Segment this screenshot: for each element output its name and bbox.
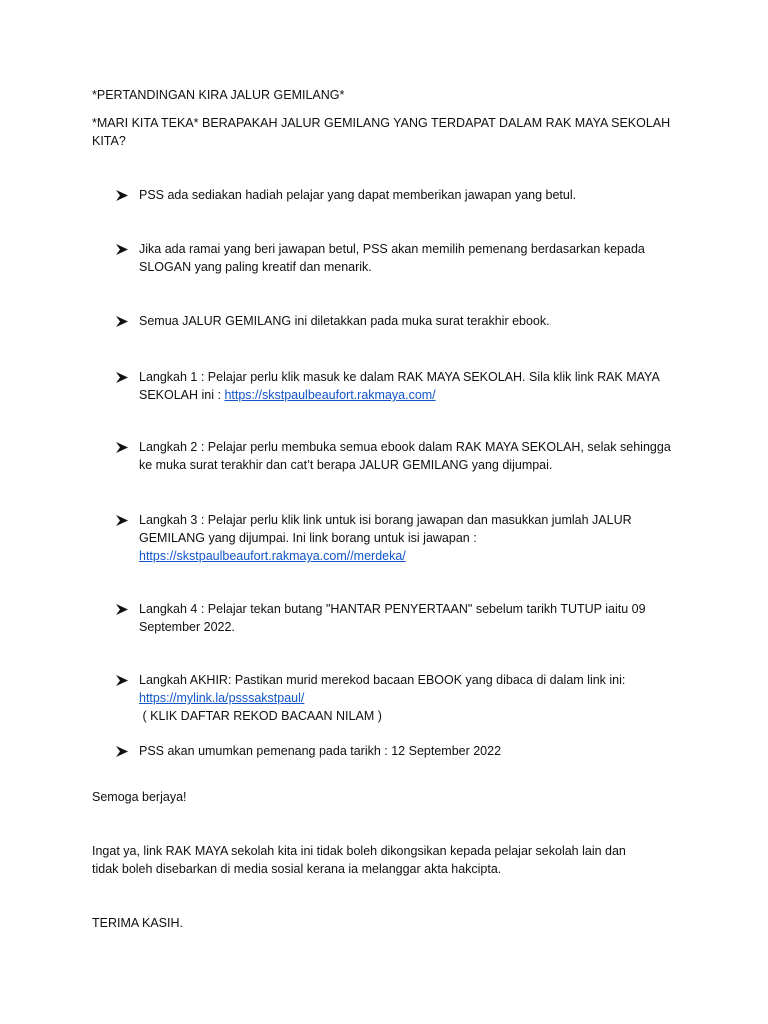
reminder-line-1: Ingat ya, link RAK MAYA sekolah kita ini tidak boleh dikongsikan kepada pelajar sekolah lain dan: [92, 844, 626, 858]
bullet-text: Langkah 1 : Pelajar perlu klik masuk ke dalam RAK MAYA SEKOLAH. Sila klik link RAK MAYA: [139, 370, 660, 384]
merdeka-form-link[interactable]: https://skstpaulbeaufort.rakmaya.com//merdeka/: [139, 549, 406, 563]
reminder-paragraph: [92, 842, 677, 878]
bullet-text: SLOGAN yang paling kreatif dan menarik.: [139, 260, 372, 274]
wish-text: Semoga berjaya!: [92, 790, 187, 804]
list-item: [116, 511, 686, 565]
bullet-text-prefix: SEKOLAH ini :: [139, 388, 225, 402]
question-line-2: KITA?: [92, 134, 126, 148]
arrow-bullet-icon: [116, 312, 128, 330]
arrow-bullet-icon: [116, 186, 128, 204]
list-item: [116, 600, 686, 636]
bullet-text: September 2022.: [139, 620, 235, 634]
bullet-text-line-2: [139, 386, 686, 404]
bullet-text: PSS akan umumkan pemenang pada tarikh : 12 September 2022: [139, 744, 502, 758]
arrow-bullet-icon: [116, 511, 128, 529]
closing-text: TERIMA KASIH.: [92, 916, 183, 930]
list-item: [116, 240, 686, 276]
question-paragraph: [92, 114, 677, 150]
list-item: [116, 368, 686, 404]
list-item: [116, 742, 686, 760]
arrow-bullet-icon: [116, 438, 128, 456]
closing-paragraph: [92, 914, 677, 932]
list-item: [116, 438, 686, 474]
arrow-bullet-icon: [116, 671, 128, 689]
bullet-text: GEMILANG yang dijumpai. Ini link borang untuk isi jawapan :: [139, 531, 477, 545]
list-item: [116, 312, 686, 330]
rak-maya-link[interactable]: https://skstpaulbeaufort.rakmaya.com/: [224, 388, 436, 402]
bullet-text: PSS ada sediakan hadiah pelajar yang dapat memberikan jawapan yang betul.: [139, 188, 577, 202]
arrow-bullet-icon: [116, 600, 128, 618]
title-text: *PERTANDINGAN KIRA JALUR GEMILANG*: [92, 88, 345, 102]
rekod-bacaan-link[interactable]: https://mylink.la/psssakstpaul/: [139, 691, 305, 705]
question-line-1: *MARI KITA TEKA* BERAPAKAH JALUR GEMILANG YANG TERDAPAT DALAM RAK MAYA SEKOLAH: [92, 116, 671, 130]
arrow-bullet-icon: [116, 742, 128, 760]
bullet-text: Langkah 3 : Pelajar perlu klik link untuk isi borang jawapan dan masukkan jumlah JALUR: [139, 513, 632, 527]
list-item: [116, 671, 686, 725]
reminder-line-2: tidak boleh disebarkan di media sosial kerana ia melanggar akta hakcipta.: [92, 862, 502, 876]
bullet-note: ( KLIK DAFTAR REKOD BACAAN NILAM ): [139, 709, 382, 723]
bullet-text: Langkah AKHIR: Pastikan murid merekod bacaan EBOOK yang dibaca di dalam link ini:: [139, 673, 626, 687]
bullet-text: Langkah 4 : Pelajar tekan butang "HANTAR PENYERTAAN" sebelum tarikh TUTUP iaitu 09: [139, 602, 646, 616]
document-title: [92, 86, 677, 104]
bullet-text: Langkah 2 : Pelajar perlu membuka semua ebook dalam RAK MAYA SEKOLAH, selak sehingga: [139, 440, 671, 454]
bullet-text: Jika ada ramai yang beri jawapan betul, PSS akan memilih pemenang berdasarkan kepada: [139, 242, 645, 256]
bullet-text: ke muka surat terakhir dan cat’t berapa JALUR GEMILANG yang dijumpai.: [139, 458, 553, 472]
wish-paragraph: [92, 788, 677, 806]
list-item: [116, 186, 686, 204]
arrow-bullet-icon: [116, 368, 128, 386]
bullet-text: Semua JALUR GEMILANG ini diletakkan pada muka surat terakhir ebook.: [139, 314, 550, 328]
arrow-bullet-icon: [116, 240, 128, 258]
